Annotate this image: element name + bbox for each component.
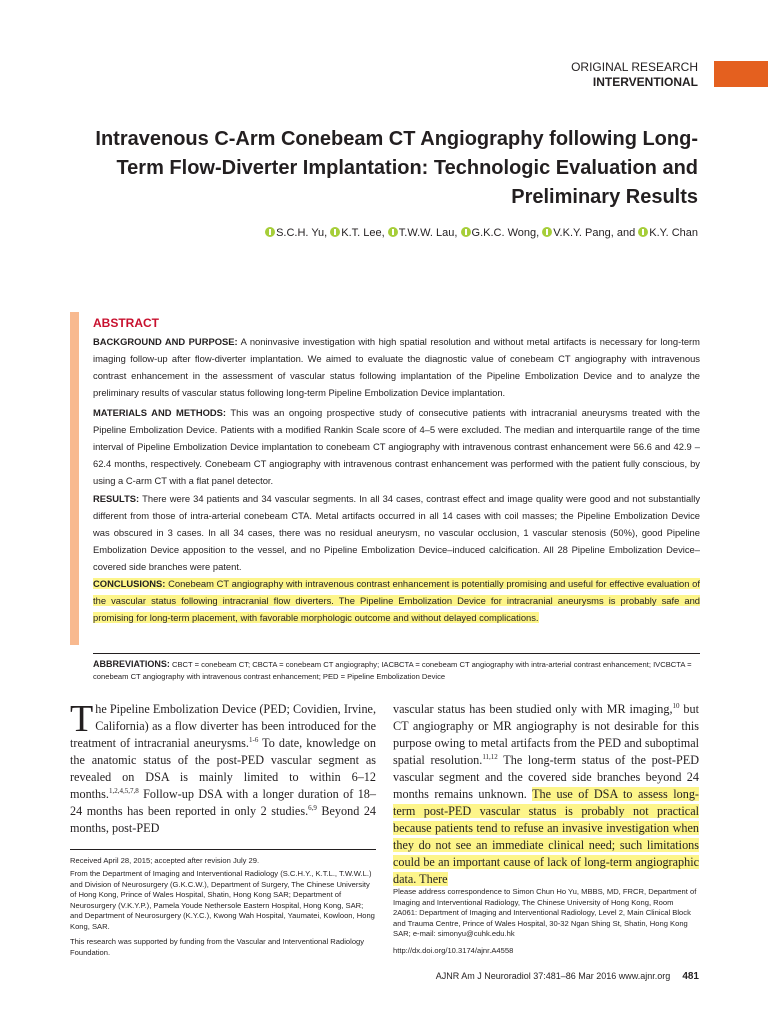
section-label: BACKGROUND AND PURPOSE:: [93, 336, 238, 347]
author-name: T.W.W. Lau,: [398, 227, 458, 239]
section-label: ABBREVIATIONS:: [93, 659, 170, 669]
reference-link[interactable]: 1-6: [248, 735, 259, 744]
author-name: K.T. Lee,: [341, 227, 385, 239]
author-list: [265, 226, 698, 240]
abstract-sidebar-bar: [70, 312, 79, 645]
author-name: G.K.C. Wong,: [471, 227, 540, 239]
doi-link[interactable]: http://dx.doi.org/10.3174/ajnr.A4558: [393, 946, 514, 955]
section-label: CONCLUSIONS:: [93, 578, 166, 589]
journal-citation: AJNR Am J Neuroradiol 37:481–86 Mar 2016 www.ajnr.org: [435, 971, 671, 981]
body-text: Beyond 24 months, post-PED: [70, 804, 377, 835]
footnote-divider: [70, 849, 376, 850]
section-label: MATERIALS AND METHODS:: [93, 407, 227, 418]
section-text: A noninvasive investigation with high spatial resolution and without metal artifacts is necessary for long-term imaging follow-up after flow-diverter implantation. We aimed to evaluate the diagnostic value of conebeam CT angiography with intravenous contrast enhancement in the assessment of vascular status following implantation of the Pipeline Embolization Device and to analyze the preliminary results of vascular status following long-term Pipeline Embolization Device implantation.: [93, 336, 700, 398]
body-text: To date, knowledge on the anatomic status of the post-PED vascular segment as revealed on DSA is mainly limited to within 6–12 months.: [70, 736, 376, 801]
reference-link[interactable]: 1,2,4,5,7,8: [108, 786, 139, 795]
article-subcategory: INTERVENTIONAL: [592, 75, 698, 89]
body-text: Follow-up DSA with a longer duration of 18–24 months has been reported in only 2 studies.: [70, 787, 376, 818]
abstract-results: [93, 490, 700, 575]
abstract-heading: ABSTRACT: [93, 316, 159, 330]
drop-cap: T: [70, 698, 94, 740]
author-name: K.Y. Chan: [649, 227, 698, 239]
body-text: but CT angiography or MR angiography is not desirable for this purpose owing to metal artifacts from the PED and suboptimal spatial resolution.: [393, 702, 699, 767]
orcid-icon[interactable]: [638, 227, 648, 237]
abstract-background: [93, 333, 700, 401]
article-title: Intravenous C-Arm Conebeam CT Angiography following Long-Term Flow-Diverter Implantation: Technologic Evaluation and Preliminary Results: [95, 128, 698, 208]
body-column-right: [393, 701, 699, 888]
section-text: There were 34 patients and 34 vascular segments. In all 34 cases, contrast effect and image quality were good and not substantially different from those of intra-arterial conebeam CTA. Metal artifacts occurred in all 14 cases with coil masses; the Pipeline Embolization Device was obscured in 3 cases. In all 34 cases, there was no residual aneurysm, no vascular occlusion, 1 vascular stenosis (50%), good Pipeline Embolization Device apposition to the vessel, and no Pipeline Embolization Device–induced calcification. All 28 Pipeline Embolization Device– covered side branches were patent.: [93, 493, 701, 572]
body-text: he Pipeline Embolization Device (PED; Covidien, Irvine, California) as a flow diverter has been introduced for the treatment of intracranial aneurysms.: [70, 702, 376, 750]
reference-link[interactable]: 10: [672, 701, 680, 710]
orcid-icon[interactable]: [461, 227, 471, 237]
abbreviations: [93, 658, 703, 683]
body-text: The long-term status of the post-PED vascular segment and the covered side branches beyond 24 months remains unknown.: [393, 753, 699, 801]
orcid-icon[interactable]: [388, 227, 398, 237]
orcid-icon[interactable]: [265, 227, 275, 237]
orcid-icon[interactable]: [542, 227, 552, 237]
article-category: ORIGINAL RESEARCH: [571, 60, 698, 74]
abstract-methods: [93, 404, 700, 489]
body-text: vascular status has been studied only with MR imaging,: [393, 702, 673, 716]
reference-link[interactable]: 6,9: [308, 803, 317, 812]
section-text: This was an ongoing prospective study of consecutive patients with intracranial aneurysms treated with the Pipeline Embolization Device. Patients with a modified Rankin Scale score of 4–5 were excluded. The median and interquartile range of the time interval of Pipeline Embolization Device implantation to conebeam CT angiography with intravenous contrast enhancement were 56.6 and 42.9 – 62.4 months, respectively. Conebeam CT angiography with intravenous contrast enhancement was performed with the patient fully conscious, by using a C-arm CT with a flat panel detector.: [93, 407, 700, 486]
body-column-left: [70, 698, 377, 837]
page-footer: [393, 970, 699, 983]
highlighted-text: The use of DSA to assess long-term post-PED vascular status is probably not practical because patients tend to refuse an invasive investigation when they do not see an immediate clinical need; such limitations could be an important cause of lack of long-term angiographic data. There: [393, 787, 699, 886]
orcid-icon[interactable]: [330, 227, 340, 237]
reference-link[interactable]: 11,12: [482, 752, 498, 761]
author-name: S.C.H. Yu,: [276, 227, 328, 239]
section-text: CBCT = conebeam CT; CBCTA = conebeam CT angiography; IACBCTA = conebeam CT angiography with intra-arterial contrast enhancement; IVCBCTA = conebeam CT angiography with intravenous contrast enhancement; PED = Pipeline Embolization Device: [93, 660, 692, 681]
category-accent-bar: [714, 61, 768, 87]
received-note: Received April 28, 2015; accepted after revision July 29.: [70, 856, 260, 865]
page-number: 481: [682, 971, 699, 982]
section-text: Conebeam CT angiography with intravenous contrast enhancement is potentially promising and useful for effective evaluation of the vascular status following intracranial flow diverters. The Pipeline Embolization Device for intracranial aneurysms is probably safe and promising for long-term placement, with favorable morphologic outcome and without delayed complications.: [93, 578, 700, 623]
highlight: [93, 578, 700, 623]
correspondence-note: Please address correspondence to Simon Chun Ho Yu, MBBS, MD, FRCR, Department of Imaging and Interventional Radiology, The Chinese University of Hong Kong, Room 2A061: Department of Imaging and Interventional Radiology, Level 2, Main Clinical Block and Trauma Centre, Prince of Wales Hospital, 30-32 Ngan Shing St, Shatin, Hong Kong SAR; e-mail: simonyu@cuhk.edu.hk: [393, 887, 697, 938]
divider: [93, 653, 700, 654]
affiliations-note: From the Department of Imaging and Interventional Radiology (S.C.H.Y., K.T.L., T.W.W.L.) and Division of Neurosurgery (G.K.C.W.), Department of Surgery, The Chinese University of Hong Kong, Prince of Wales Hospital, Shatin, Hong Kong SAR; Department of Neurosurgery (V.K.Y.P.), Pamela Youde Nethersole Eastern Hospital, Hong Kong, SAR; and Department of Neurosurgery (K.Y.C.), Kwong Wah Hospital, Yaumatei, Kowloon, Hong Kong, SAR.: [70, 869, 375, 931]
funding-note: This research was supported by funding from the Vascular and Interventional Radiology Foundation.: [70, 937, 365, 957]
abstract-conclusions: [93, 575, 700, 626]
section-label: RESULTS:: [93, 493, 140, 504]
author-name: V.K.Y. Pang, and: [553, 227, 636, 239]
